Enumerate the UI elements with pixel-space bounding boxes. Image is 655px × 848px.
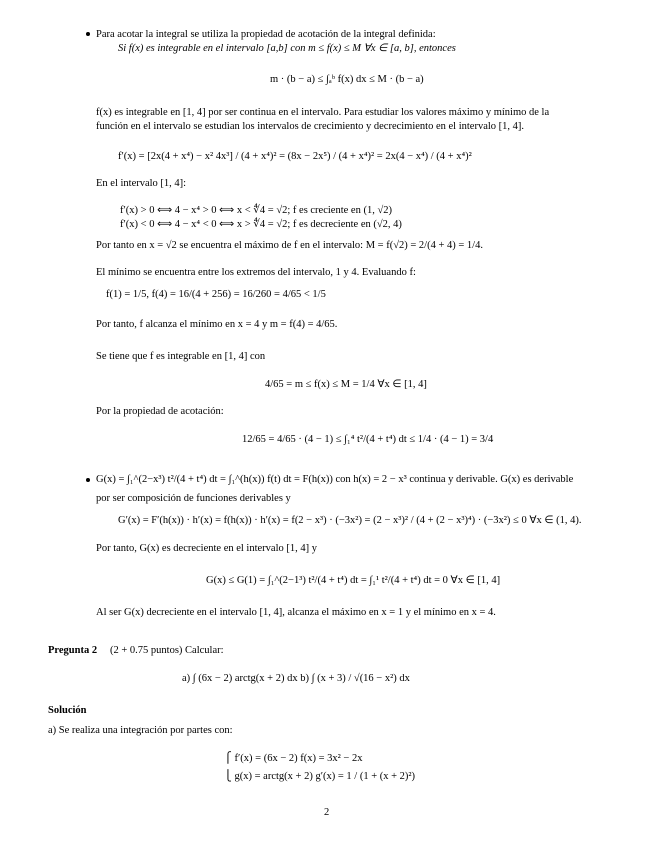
text-line: G(x) = ∫₁^(2−x³) t²/(4 + t⁴) dt = ∫₁^(h(x)) f(t) dt = F(h(x)) con h(x) = 2 − x³ continua y derivable. G(x) es derivable: [96, 474, 574, 485]
text-line: a) ∫ (6x − 2) arctg(x + 2) dx b) ∫ (x + 3) / √(16 − x²) dx: [182, 673, 410, 684]
text-line: Por tanto en x = √2 se encuentra el máximo de f en el intervalo: M = f(√2) = 2/(4 + 4) = 1/4.: [96, 240, 483, 251]
text-line: 12/65 = 4/65 · (4 − 1) ≤ ∫₁⁴ t²/(4 + t⁴) dt ≤ 1/4 · (4 − 1) = 3/4: [242, 434, 494, 445]
text-line: Si f(x) es integrable en el intervalo [a,b] con m ≤ f(x) ≤ M ∀x ∈ [a, b], entonces: [118, 43, 456, 54]
page-number: 2: [324, 807, 330, 818]
text-line: Pregunta 2: [48, 645, 98, 656]
text-line: 4/65 = m ≤ f(x) ≤ M = 1/4 ∀x ∈ [1, 4]: [265, 379, 427, 390]
text-line: a) Se realiza una integración por partes con:: [48, 725, 233, 736]
text-line: Para acotar la integral se utiliza la propiedad de acotación de la integral definida:: [96, 29, 436, 40]
text-line: Por tanto, G(x) es decreciente en el intervalo [1, 4] y: [96, 543, 317, 554]
text-line: El mínimo se encuentra entre los extremos del intervalo, 1 y 4. Evaluando f:: [96, 267, 416, 278]
text-line: ⎩ g(x) = arctg(x + 2) g′(x) = 1 / (1 + (x + 2)²): [224, 771, 416, 782]
text-line: ⎧ f′(x) = (6x − 2) f(x) = 3x² − 2x: [224, 753, 363, 764]
text-line: m · (b − a) ≤ ∫ₐᵇ f(x) dx ≤ M · (b − a): [270, 74, 424, 85]
text-line: f′(x) = [2x(4 + x⁴) − x² 4x³] / (4 + x⁴)² = (8x − 2x⁵) / (4 + x⁴)² = 2x(4 − x⁴) / (4 + x⁴)²: [118, 151, 472, 162]
text-line: G′(x) = F′(h(x)) · h′(x) = f(h(x)) · h′(x) = f(2 − x³) · (−3x²) = (2 − x³)² / (4 + (2 − x³)⁴) · (−3x²) ≤ 0 ∀x ∈ (1, 4).: [118, 515, 582, 526]
text-line: Al ser G(x) decreciente en el intervalo [1, 4], alcanza el máximo en x = 1 y el mínimo en x = 4.: [96, 607, 496, 618]
text-line: f′(x) < 0 ⟺ 4 − x⁴ < 0 ⟺ x > ∜4 = √2; f es decreciente en (√2, 4): [120, 219, 402, 230]
text-line: G(x) ≤ G(1) = ∫₁^(2−1³) t²/(4 + t⁴) dt = ∫₁¹ t²/(4 + t⁴) dt = 0 ∀x ∈ [1, 4]: [206, 575, 501, 586]
text-line: Solución: [48, 705, 87, 716]
text-line: por ser composición de funciones derivables y: [96, 493, 291, 504]
text-line: (2 + 0.75 puntos) Calcular:: [110, 645, 224, 656]
text-line: función en el intervalo se estudian los intervalos de crecimiento y decrecimiento en el intervalo [1, 4].: [96, 121, 525, 132]
bullet-2: [86, 478, 90, 482]
text-line: f(1) = 1/5, f(4) = 16/(4 + 256) = 16/260 = 4/65 < 1/5: [106, 289, 326, 300]
bullet-1: [86, 32, 90, 36]
text-line: En el intervalo [1, 4]:: [96, 178, 187, 189]
text-line: Por tanto, f alcanza el mínimo en x = 4 y m = f(4) = 4/65.: [96, 319, 338, 330]
text-line: Se tiene que f es integrable en [1, 4] con: [96, 351, 266, 362]
text-line: f′(x) > 0 ⟺ 4 − x⁴ > 0 ⟺ x < ∜4 = √2; f es creciente en (1, √2): [120, 205, 392, 216]
text-line: Por la propiedad de acotación:: [96, 406, 224, 417]
text-line: f(x) es integrable en [1, 4] por ser continua en el intervalo. Para estudiar los valores máximo y mínimo de la: [96, 107, 550, 118]
